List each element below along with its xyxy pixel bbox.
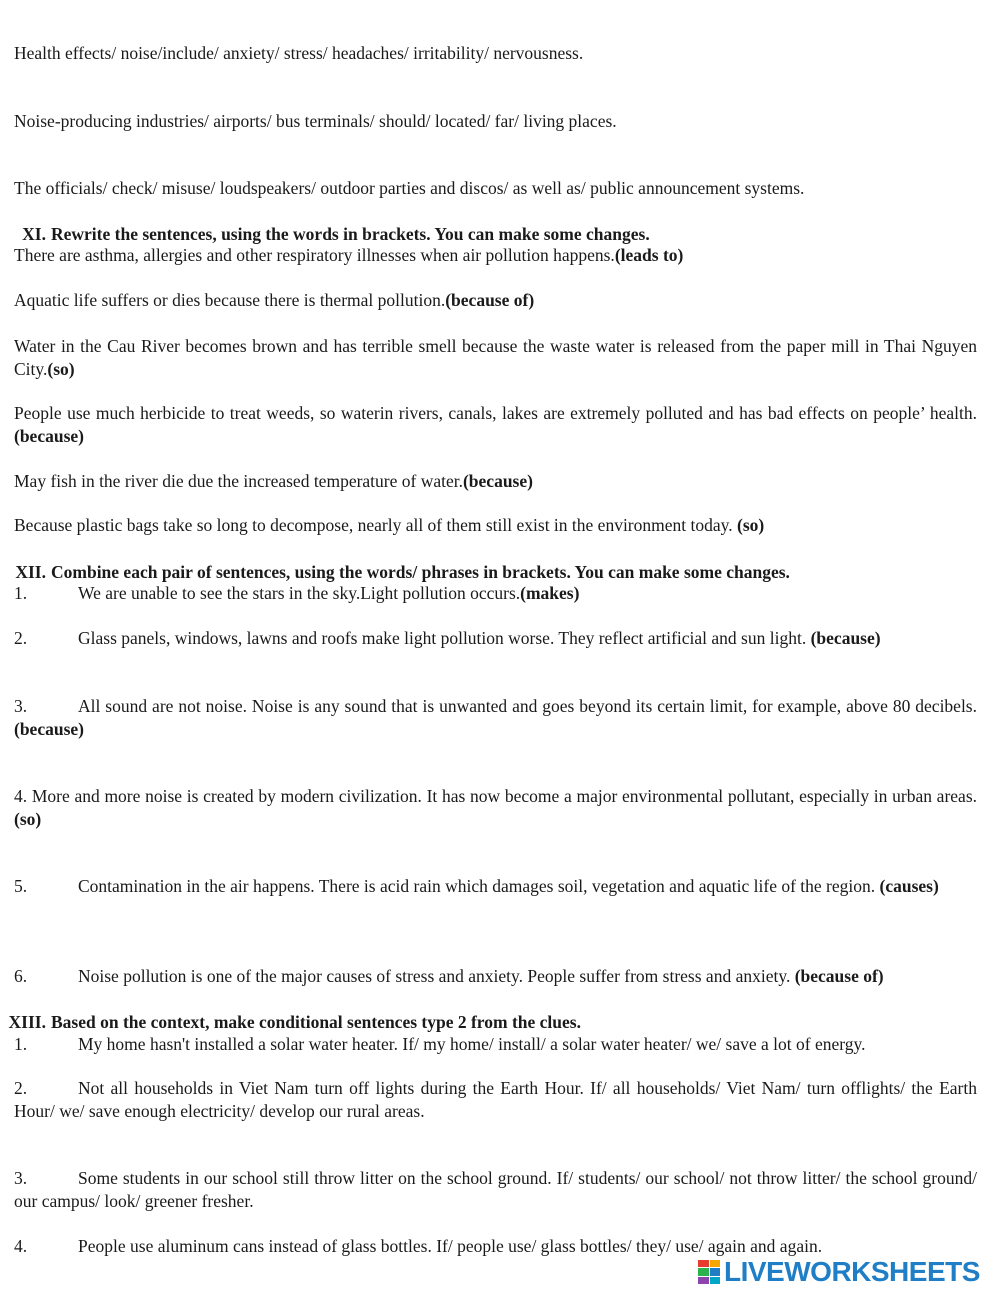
- liveworksheets-logo-icon: [698, 1260, 720, 1284]
- brand-wordmark: LIVEWORKSHEETS: [724, 1256, 980, 1287]
- combine-item: [14, 785, 977, 831]
- item-hint: (because): [14, 426, 84, 446]
- rewrite-item: [14, 289, 977, 312]
- item-text: Because plastic bags take so long to decompose, nearly all of them still exist in the environment today.: [14, 515, 737, 535]
- item-hint: (causes): [879, 876, 939, 896]
- conditional-item: [14, 1235, 977, 1258]
- item-hint: (so): [737, 515, 765, 535]
- item-hint: (because of): [445, 290, 535, 310]
- combine-item: [14, 582, 977, 605]
- combine-item: [14, 627, 977, 650]
- combine-item: [14, 875, 977, 898]
- logo-block: [698, 1260, 709, 1267]
- item-text: My home hasn't installed a solar water heater. If/ my home/ install/ a solar water heater/ we/ save a lot of energy.: [78, 1034, 866, 1054]
- item-number: 2.: [14, 628, 28, 648]
- item-number: 4.: [14, 1236, 28, 1256]
- item-text: Aquatic life suffers or dies because there is thermal pollution.: [14, 290, 446, 310]
- item-text: More and more noise is created by modern civilization. It has now become a major environmental pollutant, especially in urban areas.: [31, 786, 977, 806]
- item-hint: (makes): [520, 583, 580, 603]
- conditional-item: [14, 1077, 977, 1123]
- logo-block: [710, 1268, 721, 1275]
- item-number: 3.: [14, 696, 28, 716]
- item-text: Not all households in Viet Nam turn off lights during the Earth Hour. If/ all households/ Viet Nam/ turn offlights/ the Earth Hour/ we/ save enough electricity/ develop our rural areas.: [14, 1078, 977, 1121]
- combine-item: [14, 695, 977, 741]
- section-title: Based on the context, make conditional sentences type 2 from the clues.: [51, 1012, 581, 1032]
- item-text: Glass panels, windows, lawns and roofs make light pollution worse. They reflect artificial and sun light.: [78, 628, 811, 648]
- item-text: Some students in our school still throw litter on the school ground. If/ students/ our school/ not throw litter/ the school ground/ our campus/ look/ greener fresher.: [14, 1168, 977, 1211]
- item-hint: (leads to): [614, 245, 684, 265]
- item-number: 6.: [14, 966, 28, 986]
- item-number: 1.: [14, 1034, 28, 1054]
- section-heading-xii: [0, 561, 790, 584]
- logo-block: [698, 1268, 709, 1275]
- item-hint: (so): [14, 809, 42, 829]
- item-text: Contamination in the air happens. There is acid rain which damages soil, vegetation and aquatic life of the region.: [78, 876, 880, 896]
- section-numeral: XII.: [15, 562, 46, 582]
- item-hint: (because): [14, 719, 84, 739]
- item-text: There are asthma, allergies and other respiratory illnesses when air pollution happens.: [14, 245, 615, 265]
- item-number: 5.: [14, 876, 28, 896]
- section-heading-xi: [0, 223, 650, 246]
- item-hint: (because): [810, 628, 881, 648]
- logo-block: [698, 1277, 709, 1284]
- section-numeral: XIII.: [8, 1012, 46, 1032]
- logo-block: [710, 1260, 721, 1267]
- section-title: Combine each pair of sentences, using the words/ phrases in brackets. You can make some changes.: [51, 562, 790, 582]
- item-hint: (because): [462, 471, 533, 491]
- item-text: Noise pollution is one of the major causes of stress and anxiety. People suffer from stress and anxiety.: [78, 966, 795, 986]
- item-hint: (because of): [794, 966, 884, 986]
- rewrite-item: [14, 335, 977, 381]
- item-text: We are unable to see the stars in the sky.Light pollution occurs.: [78, 583, 521, 603]
- combine-item: [14, 965, 977, 988]
- item-text: May fish in the river die due the increased temperature of water.: [14, 471, 463, 491]
- item-text: All sound are not noise. Noise is any sound that is unwanted and goes beyond its certain limit, for example, above 80 decibels.: [78, 696, 977, 716]
- item-number: 3.: [14, 1168, 28, 1188]
- section-numeral: XI.: [22, 224, 46, 244]
- section-heading-xiii: [0, 1011, 581, 1034]
- item-number: 1.: [14, 583, 28, 603]
- conditional-item: [14, 1033, 977, 1056]
- item-text: Water in the Cau River becomes brown and has terrible smell because the waste water is released from the paper mill in Thai Nguyen City.: [14, 336, 977, 379]
- exercise-line: The officials/ check/ misuse/ loudspeakers/ outdoor parties and discos/ as well as/ public announcement systems.: [14, 178, 805, 198]
- rewrite-item: [14, 470, 977, 493]
- item-text: People use aluminum cans instead of glass bottles. If/ people use/ glass bottles/ they/ use/ again and again.: [78, 1236, 823, 1256]
- rewrite-item: [14, 244, 977, 267]
- section-title: Rewrite the sentences, using the words in brackets. You can make some changes.: [51, 224, 650, 244]
- liveworksheets-logo: [698, 1256, 980, 1287]
- exercise-line: Noise-producing industries/ airports/ bus terminals/ should/ located/ far/ living places.: [14, 111, 617, 131]
- rewrite-item: [14, 402, 977, 448]
- exercise-line: Health effects/ noise/include/ anxiety/ stress/ headaches/ irritability/ nervousness.: [14, 43, 584, 63]
- rewrite-item: [14, 514, 977, 537]
- item-number: 4.: [14, 786, 28, 806]
- item-text: People use much herbicide to treat weeds, so waterin rivers, canals, lakes are extremely polluted and has bad effects on people’ health.: [14, 403, 977, 423]
- item-number: 2.: [14, 1078, 28, 1098]
- item-hint: (so): [47, 359, 75, 379]
- conditional-item: [14, 1167, 977, 1213]
- logo-block: [710, 1277, 721, 1284]
